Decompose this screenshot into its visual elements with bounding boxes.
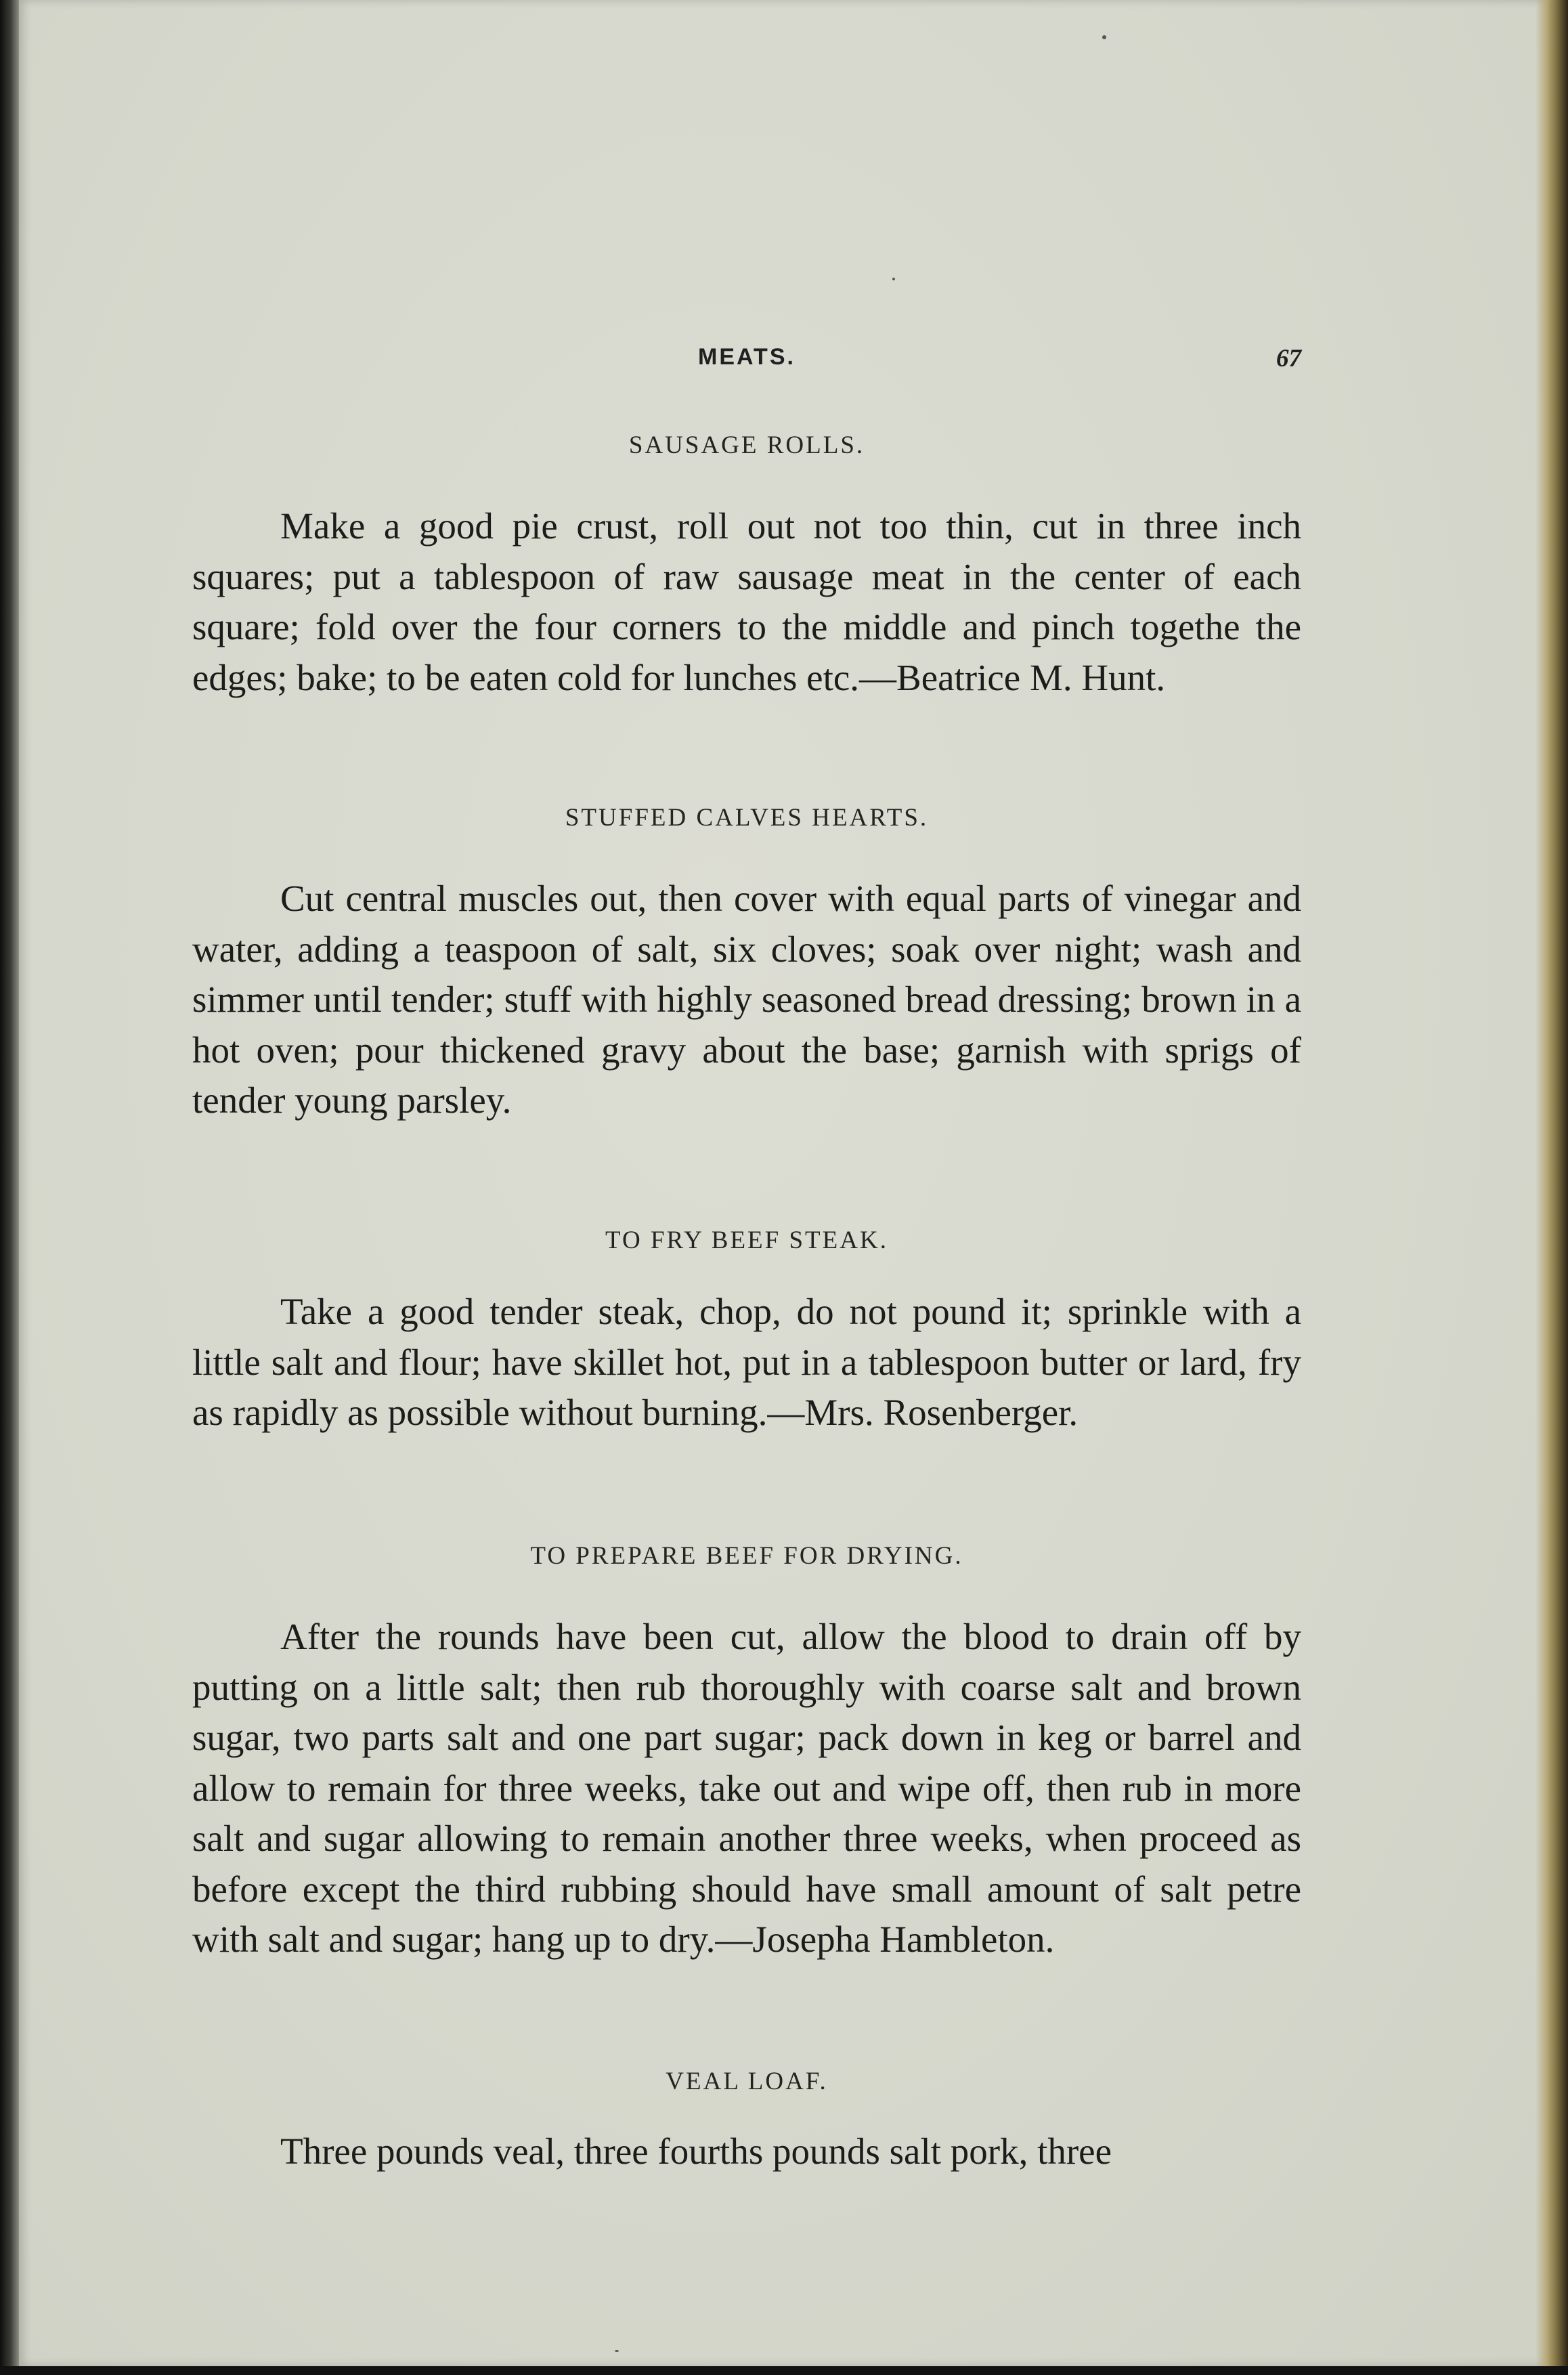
recipe-title-sausage-rolls: SAUSAGE ROLLS. — [628, 431, 865, 459]
page-number: 67 — [1276, 345, 1301, 372]
recipe-title-veal-loaf: VEAL LOAF. — [666, 2068, 828, 2095]
bottom-edge — [0, 2366, 1568, 2375]
book-gutter — [0, 0, 19, 2375]
recipe-text: Three pounds veal, three fourths pounds salt pork, three — [280, 2131, 1112, 2172]
paper-speck — [1102, 35, 1106, 39]
book-page — [19, 0, 1568, 2366]
recipe-body-fry-beef-steak — [192, 1287, 1301, 1438]
recipe-text: Take a good tender steak, chop, do not pound it; sprinkle with a little salt and flour; have skillet hot, put in a tablespoon butter or lard, fry as rapidly as possible without burning.—Mrs. Rosenberger. — [192, 1291, 1301, 1433]
recipe-text: Make a good pie crust, roll out not too thin, cut in three inch squares; put a tablespoon of raw sausage meat in the center of each square; fold over the four corners to the middle and pinch togethe the edges; bake; to be eaten cold for lunches etc.—Beatrice M. Hunt. — [192, 505, 1301, 698]
recipe-body-prepare-beef-drying — [192, 1612, 1301, 1965]
running-head — [192, 344, 1301, 378]
paper-speck — [892, 278, 895, 280]
recipe-body-veal-loaf — [192, 2126, 1301, 2177]
page-edge — [1536, 0, 1568, 2375]
recipe-text: After the rounds have been cut, allow the blood to drain off by putting on a little salt; then rub thoroughly with coarse salt and brown sugar, two parts salt and one part sugar; pack down in keg or barrel and allow to remain for three weeks, take out and wipe off, then rub in more salt and sugar allowing to remain another three weeks, when proceed as before except the third rubbing should have small amount of salt petre with salt and sugar; hang up to dry.—Josepha Hambleton. — [192, 1616, 1301, 1960]
recipe-body-stuffed-calves-hearts — [192, 874, 1301, 1126]
paper-speck — [615, 2350, 619, 2352]
recipe-text: Cut central muscles out, then cover with equal parts of vinegar and water, adding a teaspoon of salt, six cloves; soak over night; wash and simmer until tender; stuff with highly seasoned bread dressing; brown in a hot oven; pour thickened gravy about the base; garnish with sprigs of tender young parsley. — [192, 878, 1301, 1121]
section-title: MEATS. — [698, 344, 796, 370]
recipe-title-stuffed-calves-hearts: STUFFED CALVES HEARTS. — [565, 804, 929, 832]
recipe-title-fry-beef-steak: TO FRY BEEF STEAK. — [605, 1226, 888, 1254]
recipe-body-sausage-rolls — [192, 501, 1301, 703]
recipe-title-prepare-beef-drying: TO PREPARE BEEF FOR DRYING. — [530, 1542, 963, 1570]
